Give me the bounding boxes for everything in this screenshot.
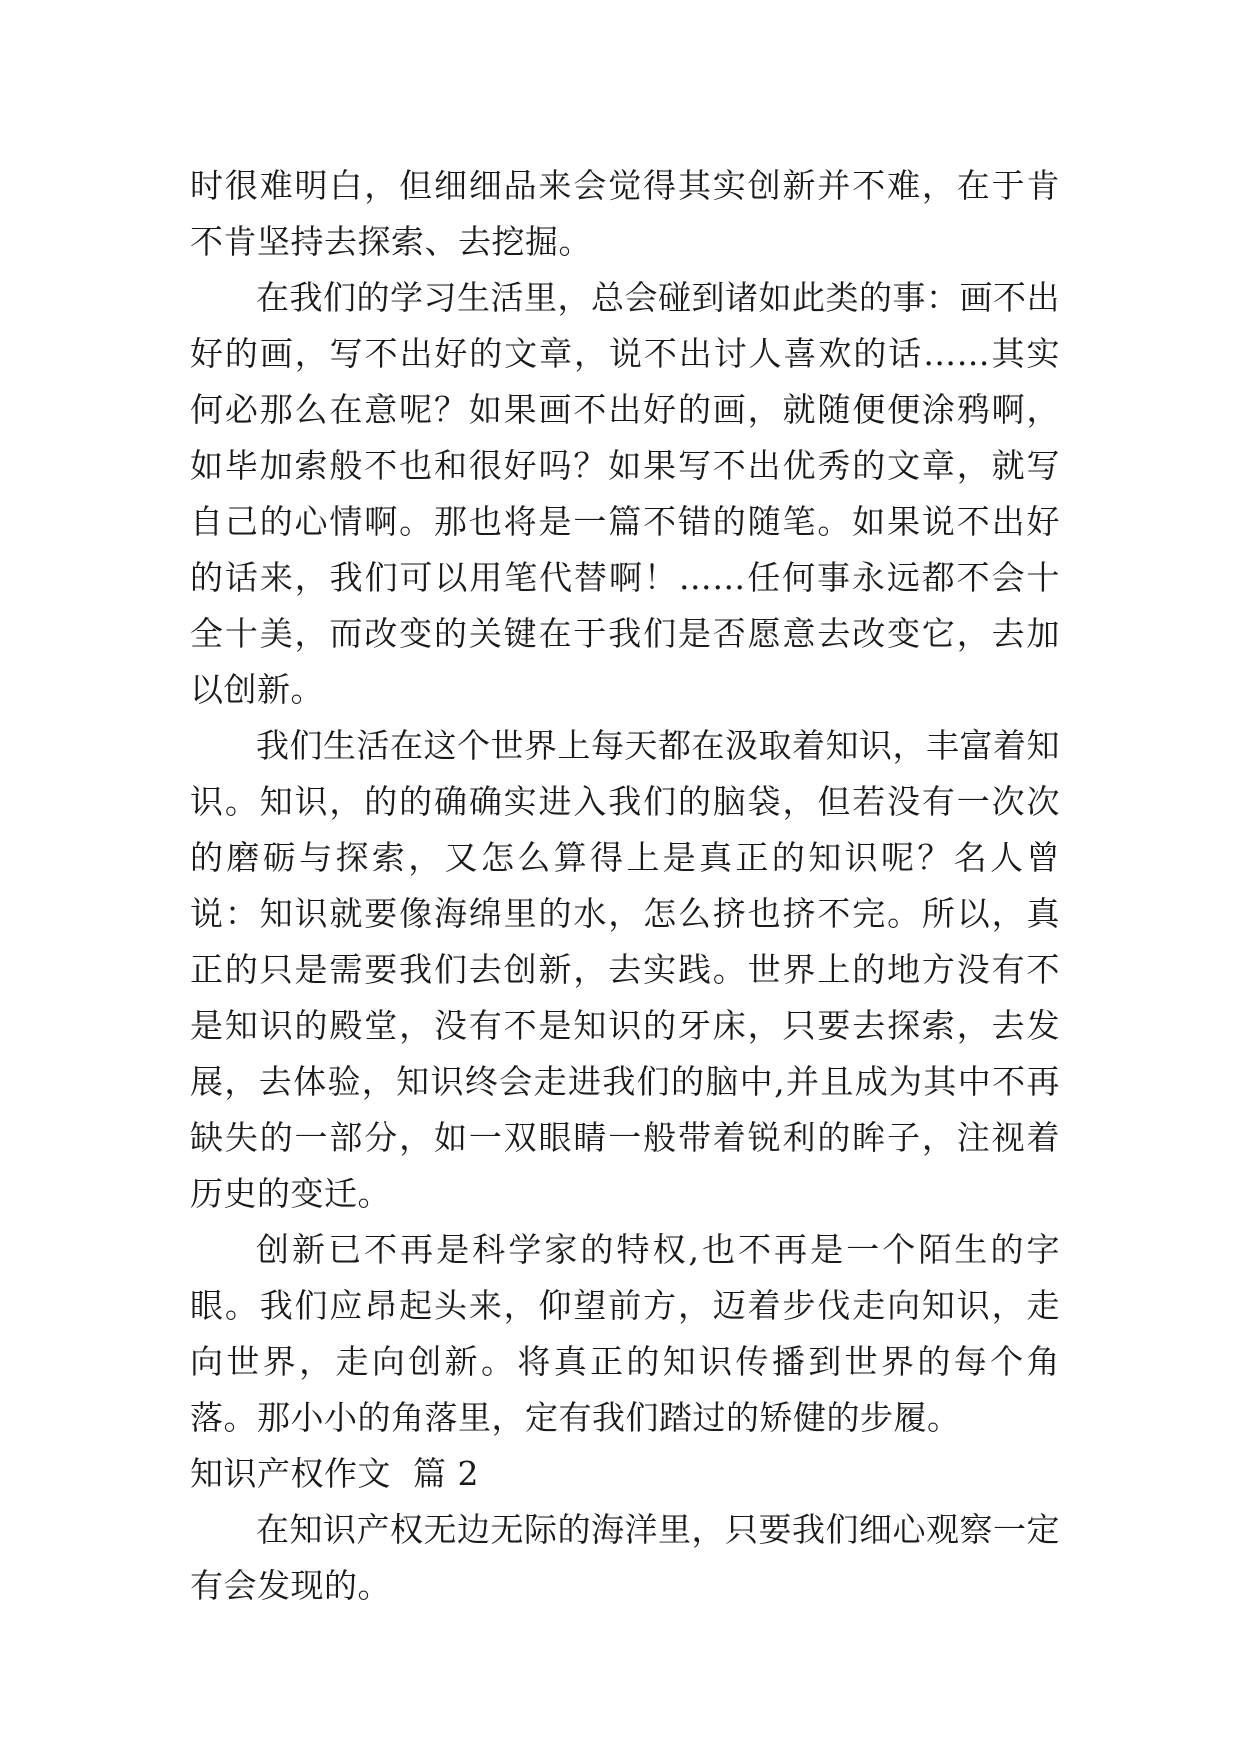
paragraph: 时很难明白，但细细品来会觉得其实创新并不难，在于肯不肯坚持去探索、去挖掘。 (190, 166, 1060, 261)
paragraph: 在我们的学习生活里，总会碰到诸如此类的事：画不出好的画，写不出好的文章，说不出讨人喜欢的话……其实何必那么在意呢？如果画不出好的画，就随便便涂鸦啊，如毕加索般不也和很好吗？如果写不出优秀的文章，就写自己的心情啊。那也将是一篇不错的随笔。如果说不出好的话来，我们可以用笔代替啊！……任何事永远都不会十全十美，而改变的关键在于我们是否愿意去改变它，去加以创新。 (190, 278, 1060, 709)
section-heading: 知识产权作文 篇 2 (190, 1454, 479, 1493)
paragraph: 创新已不再是科学家的特权,也不再是一个陌生的字眼。我们应昂起头来，仰望前方，迈着步伐走向知识，走向世界，走向创新。将真正的知识传播到世界的每个角落。那小小的角落里，定有我们踏过的矫健的步履。 (190, 1230, 1060, 1437)
paragraph: 在知识产权无边无际的海洋里，只要我们细心观察一定有会发现的。 (190, 1510, 1060, 1605)
paragraph: 我们生活在这个世界上每天都在汲取着知识，丰富着知识。知识，的的确确实进入我们的脑袋，但若没有一次次的磨砺与探索，又怎么算得上是真正的知识呢？名人曾说：知识就要像海绵里的水，怎么挤也挤不完。所以，真正的只是需要我们去创新，去实践。世界上的地方没有不是知识的殿堂，没有不是知识的牙床，只要去探索，去发展，去体验，知识终会走进我们的脑中,并且成为其中不再缺失的一部分，如一双眼睛一般带着锐利的眸子，注视着历史的变迁。 (190, 726, 1060, 1213)
document-body (190, 158, 1060, 1614)
